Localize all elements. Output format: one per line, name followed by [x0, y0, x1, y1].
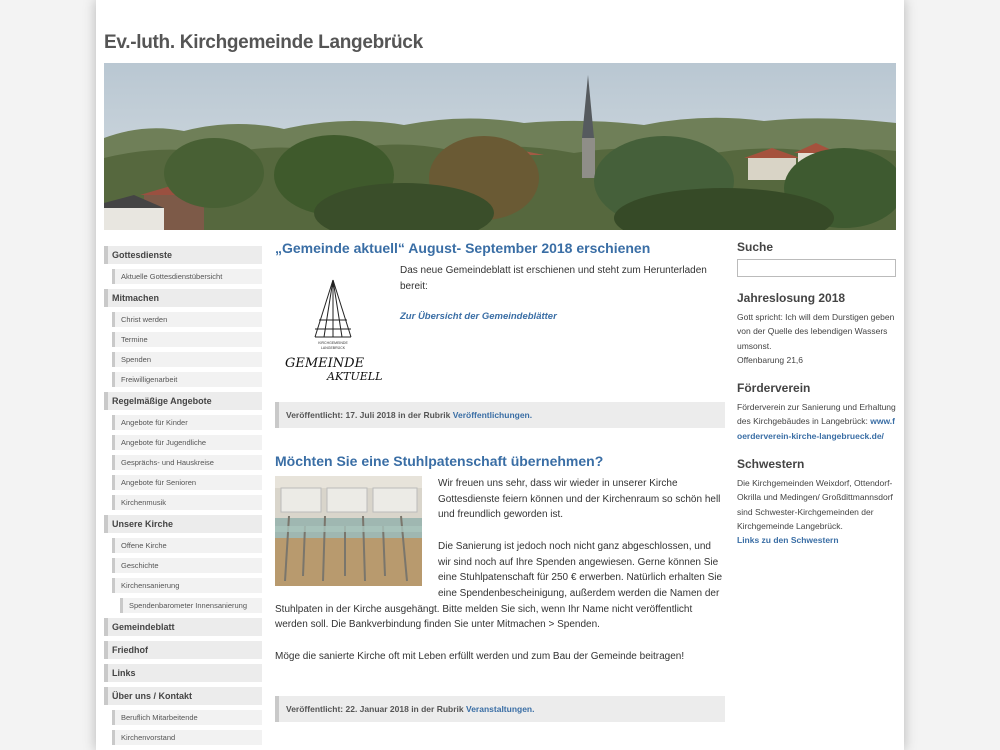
site-title[interactable]: Ev.-luth. Kirchgemeinde Langebrück — [104, 32, 423, 53]
category-link[interactable]: Veranstaltungen. — [466, 704, 535, 714]
foerderverein-link[interactable]: www.foerderverein-kirche-langebrueck.de/ — [737, 416, 895, 441]
post — [275, 453, 725, 714]
jahreslosung-reference: Offenbarung 21,6 — [737, 354, 804, 365]
post-title[interactable]: „Gemeinde aktuell“ August- September 2018 erschienen — [275, 240, 651, 256]
post-excerpt — [400, 263, 725, 325]
image-spacer — [275, 476, 422, 588]
nav-subitem[interactable]: Gesprächs- und Hauskreise — [112, 455, 262, 470]
nav-subitem[interactable]: Offene Kirche — [112, 538, 262, 553]
nav-item-friedhof[interactable]: Friedhof — [104, 641, 262, 659]
page — [96, 0, 904, 750]
nav-subitem[interactable]: Freiwilligenarbeit — [112, 372, 262, 387]
logo-text-aktuell: aktuell — [327, 370, 383, 383]
search-title: Suche — [737, 240, 774, 254]
nav-subitem[interactable]: Angebote für Senioren — [112, 475, 262, 490]
nav-item-mitmachen[interactable]: Mitmachen — [104, 289, 262, 307]
schwestern-description: Die Kirchgemeinden Weixdorf, Ottendorf-Okrilla und Medingen/ Großdittmannsdorf sind Schwester-Kirchgemeinden der Kirchgemeinde Langebrück. — [737, 478, 893, 531]
nav-subitem[interactable]: Spendenbarometer Innensanierung — [120, 598, 262, 613]
jahreslosung-title: Jahreslosung 2018 — [737, 291, 846, 305]
post-title[interactable]: Möchten Sie eine Stuhlpatenschaft übernehmen? — [275, 453, 604, 469]
nav-subitem[interactable]: Kirchenmusik — [112, 495, 262, 510]
nav-item-ueber-uns[interactable]: Über uns / Kontakt — [104, 687, 262, 705]
category-link[interactable]: Veröffentlichungen. — [452, 410, 533, 420]
post-paragraph-2: Die Sanierung ist jedoch noch nicht ganz abgeschlossen, und wir sind noch auf Ihre Spenden angewiesen. Gerne können Sie eine Stuhlpatenschaft für 250 € erwerben. Natürlich erhalten Sie eine Spendenbescheinigung, außerdem werden die Namen der Stuhlpaten in der Kirche ausgehängt. Bitte melden Sie sich, wenn Ihr Name nicht veröffentlicht werden soll. Die Bankverbindung finden Sie unter Mitmachen > Spenden. — [275, 540, 723, 631]
nav-item-links[interactable]: Links — [104, 664, 262, 682]
foerderverein-description: Förderverein zur Sanierung und Erhaltung des Kirchgebäudes in Langebrück: — [737, 402, 896, 427]
nav-subitem[interactable]: Angebote für Jugendliche — [112, 435, 262, 450]
logo-text-gemeinde: Gemeinde — [285, 356, 365, 371]
logo-small-text-2: LANGEBRÜCK — [320, 346, 346, 350]
post-paragraph-1: Wir freuen uns sehr, dass wir wieder in unserer Kirche Gottesdienste feiern können und der Kirchenraum so schön hell und freundlich geworden ist. — [438, 478, 721, 521]
right-sidebar — [737, 240, 896, 548]
header-photo-village-church — [104, 63, 896, 230]
nav-item-regelmaessige-angebote[interactable]: Regelmäßige Angebote — [104, 392, 262, 410]
post-meta-text: Veröffentlicht: 22. Januar 2018 in der Rubrik — [286, 704, 464, 714]
gemeinde-aktuell-logo — [275, 265, 392, 385]
nav-item-unsere-kirche[interactable]: Unsere Kirche — [104, 515, 262, 533]
nav-subitem[interactable]: Aktuelle Gottesdienstübersicht — [112, 269, 262, 284]
post-meta-text: Veröffentlicht: 17. Juli 2018 in der Rubrik — [286, 410, 451, 420]
search-input[interactable] — [737, 259, 896, 277]
nav-subitem[interactable]: Spenden — [112, 352, 262, 367]
nav-item-gemeindeblatt[interactable]: Gemeindeblatt — [104, 618, 262, 636]
schwestern-title: Schwestern — [737, 457, 805, 472]
logo-small-text-1: KIRCHGEMEINDE — [318, 341, 348, 345]
post-intro-text: Das neue Gemeindeblatt ist erschienen und steht zum Herunterladen bereit: — [400, 265, 707, 292]
nav-subitem[interactable]: Christ werden — [112, 312, 262, 327]
nav-subitem[interactable]: Beruflich Mitarbeitende — [112, 710, 262, 725]
jahreslosung-text — [737, 310, 896, 367]
nav-subitem[interactable]: Geschichte — [112, 558, 262, 573]
post-body — [275, 476, 725, 664]
jahreslosung-quote: Gott spricht: Ich will dem Durstigen geben von der Quelle des lebendigen Wassers umsonst. — [737, 312, 895, 351]
post-meta — [275, 696, 725, 722]
post-paragraph-3: Möge die sanierte Kirche oft mit Leben erfüllt werden und zum Bau der Gemeinde beitragen! — [275, 650, 685, 662]
foerderverein-text — [737, 400, 896, 443]
foerderverein-title: Förderverein — [737, 381, 811, 396]
schwestern-text — [737, 476, 896, 547]
nav-subitem[interactable]: Kirchensanierung — [112, 578, 262, 593]
left-navigation — [104, 246, 262, 750]
nav-subitem[interactable]: Angebote für Kinder — [112, 415, 262, 430]
schwestern-link[interactable]: Links zu den Schwestern — [737, 535, 839, 546]
post — [275, 240, 725, 420]
overview-link[interactable]: Zur Übersicht der Gemeindeblätter — [400, 311, 557, 323]
nav-subitem[interactable]: Kirchenvorstand — [112, 730, 262, 745]
post-meta — [275, 402, 725, 428]
nav-item-gottesdienste[interactable]: Gottesdienste — [104, 246, 262, 264]
nav-subitem[interactable]: Termine — [112, 332, 262, 347]
